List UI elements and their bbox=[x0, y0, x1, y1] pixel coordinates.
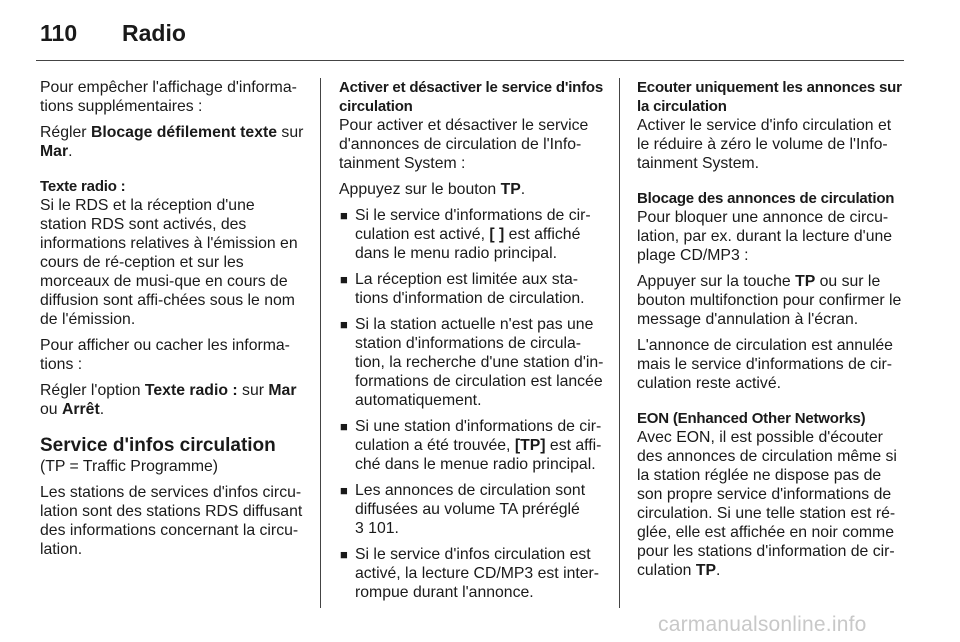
bullet-icon: ■ bbox=[340, 419, 348, 434]
page-reference-link[interactable]: 3 101. bbox=[355, 520, 399, 537]
section-title: Service d'infos circulation bbox=[40, 435, 276, 456]
paragraph: Pour afficher ou cacher les informa-tions : bbox=[40, 337, 290, 373]
subheading-ecouter: Ecouter uniquement les annonces sur la circulation bbox=[637, 79, 902, 115]
bullet-icon: ■ bbox=[340, 547, 348, 562]
bullet-icon: ■ bbox=[340, 272, 348, 287]
paragraph: Appuyez sur le bouton TP. bbox=[339, 181, 526, 198]
subheading-eon: EON (Enhanced Other Networks) bbox=[637, 410, 866, 427]
column-divider bbox=[320, 78, 321, 608]
paragraph: Pour activer et désactiver le service d'annonces de circulation de l'Info-tainment System : bbox=[339, 117, 589, 172]
paragraph: Les stations de services d'infos circu-lation sont des stations RDS diffusant des informations concernant la circu-lation. bbox=[40, 484, 303, 558]
page-title: Radio bbox=[122, 20, 186, 46]
watermark: carmanualsonline.info bbox=[658, 613, 867, 636]
column-3 bbox=[637, 78, 903, 587]
column-2 bbox=[339, 78, 605, 609]
paragraph: Si le RDS et la réception d'une station RDS sont activés, des informations relatives à l'émission en cours de ré-ception et sur les morceaux de musi-que en cours de diffusion sont affi-chées sous le nom de l'émission. bbox=[40, 197, 298, 328]
header-rule bbox=[36, 60, 904, 61]
list-item: ■ Si le service d'infos circulation est activé, la lecture CD/MP3 est inter-rompue durant l'annonce. bbox=[340, 546, 600, 601]
paragraph: Activer le service d'info circulation et le réduire à zéro le volume de l'Info-tainment System. bbox=[637, 117, 892, 172]
page-header bbox=[36, 16, 904, 56]
subheading-blocage: Blocage des annonces de circulation bbox=[637, 190, 895, 207]
paragraph: Régler Blocage défilement texte sur Mar. bbox=[40, 124, 304, 160]
bullet-list bbox=[339, 206, 605, 602]
subheading-texte-radio: Texte radio : bbox=[40, 178, 126, 195]
list-item: ■ Si la station actuelle n'est pas une station d'informations de circula-tion, la recherche d'une station d'in-formations de circulation est lancée automatiquement. bbox=[340, 316, 604, 409]
column-divider bbox=[619, 78, 620, 608]
paragraph: Avec EON, il est possible d'écouter des annonces de circulation même si la station réglée ne dispose pas de son propre service d'informations de circulation. Si une telle station est ré-glée, elle est affichée en noir comme pour les stations d'information de cir-culation TP. bbox=[637, 429, 897, 579]
bullet-icon: ■ bbox=[340, 483, 348, 498]
paragraph: Pour empêcher l'affichage d'informa-tions supplémentaires : bbox=[40, 79, 297, 115]
paragraph: Appuyer sur la touche TP ou sur le bouton multifonction pour confirmer le message d'annulation à l'écran. bbox=[637, 273, 902, 328]
paragraph: Régler l'option Texte radio : sur Mar ou Arrêt. bbox=[40, 382, 297, 418]
subheading-activer: Activer et désactiver le service d'infos circulation bbox=[339, 79, 604, 115]
page-number: 110 bbox=[40, 20, 78, 46]
section-subtitle: (TP = Traffic Programme) bbox=[40, 458, 219, 475]
list-item: ■ Les annonces de circulation sont diffusées au volume TA préréglé 3 101. bbox=[340, 482, 586, 537]
bullet-icon: ■ bbox=[340, 208, 348, 223]
list-item: ■ La réception est limitée aux sta-tions d'information de circulation. bbox=[340, 271, 585, 307]
column-1 bbox=[40, 78, 304, 566]
paragraph: Pour bloquer une annonce de circu-lation, par ex. durant la lecture d'une plage CD/MP3 : bbox=[637, 209, 893, 264]
bullet-icon: ■ bbox=[340, 317, 348, 332]
list-item: ■ Si le service d'informations de cir-culation est activé, [ ] est affiché dans le menu radio principal. bbox=[340, 207, 591, 262]
paragraph: L'annonce de circulation est annulée mais le service d'informations de cir-culation reste activé. bbox=[637, 337, 893, 392]
list-item: ■ Si une station d'informations de cir-culation a été trouvée, [TP] est affi-ché dans le menue radio principal. bbox=[340, 418, 602, 473]
